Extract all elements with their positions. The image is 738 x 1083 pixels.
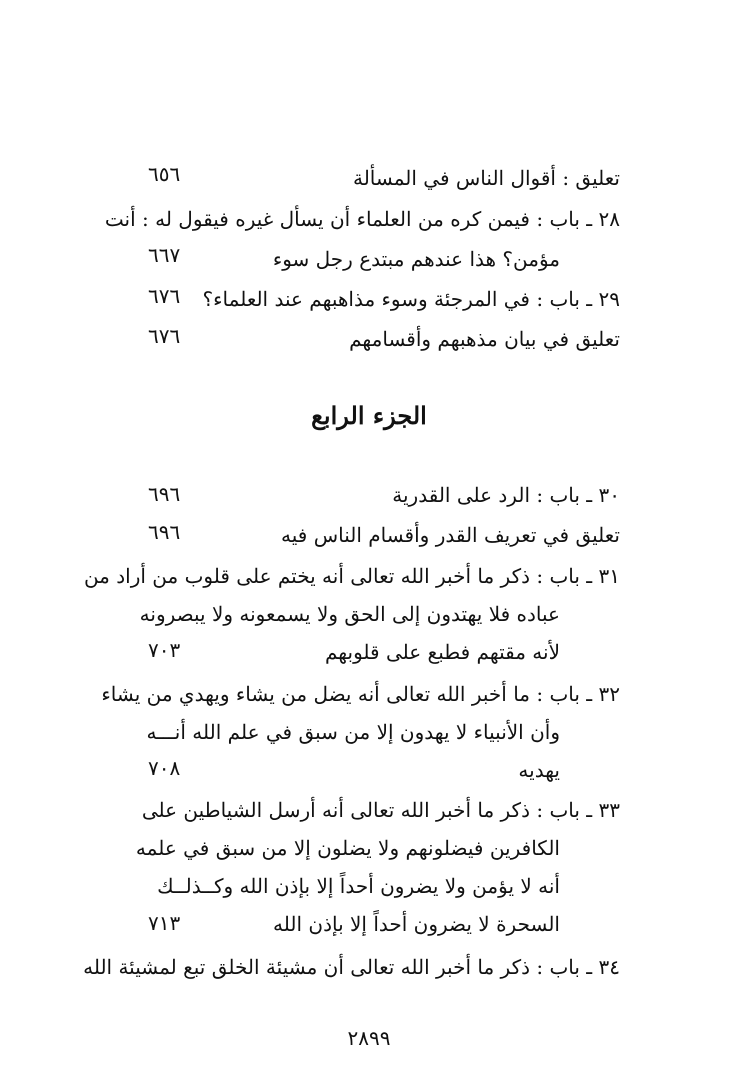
toc-entry-line: لأنه مقتهم فطبع على قلوبهم	[325, 640, 560, 664]
toc-entry-line: تعليق في بيان مذهبهم وأقسامهم	[349, 327, 620, 351]
toc-entry-line: ٢٨ ـ باب : فيمن كره من العلماء أن يسأل غيره فيقول له : أنت	[104, 207, 620, 231]
toc-entry-line: الكافرين فيضلونهم ولا يضلون إلا من سبق في علمه	[135, 836, 560, 860]
toc-entry-line: ٣٢ ـ باب : ما أخبر الله تعالى أنه يضل من يشاء ويهدي من يشاء	[101, 682, 620, 706]
toc-entry-line: عباده فلا يهتدون إلى الحق ولا يسمعونه ولا يبصرونه	[139, 602, 560, 626]
toc-page-number: ٧٠٣	[148, 638, 181, 662]
toc-entry-line: ٣٠ ـ باب : الرد على القدرية	[392, 483, 620, 507]
toc-entry-line: ٢٩ ـ باب : في المرجئة وسوء مذاهبهم عند العلماء؟	[202, 287, 620, 311]
toc-entry-line: السحرة لا يضرون أحداً إلا بإذن الله	[273, 912, 560, 936]
toc-entry-line: وأن الأنبياء لا يهدون إلا من سبق في علم الله أنـــه	[146, 720, 560, 744]
toc-page-number: ٧١٣	[148, 911, 181, 935]
page-number: ٢٨٩٩	[347, 1026, 391, 1050]
toc-entry-line: تعليق في تعريف القدر وأقسام الناس فيه	[281, 523, 620, 547]
toc-entry-line: مؤمن؟ هذا عندهم مبتدع رجل سوء	[272, 247, 560, 271]
part-heading: الجزء الرابع	[311, 401, 427, 430]
toc-page-number: ٦٩٦	[148, 520, 181, 544]
toc-entry-line: ٣٣ ـ باب : ذكر ما أخبر الله تعالى أنه أرسل الشياطين على	[141, 798, 620, 822]
toc-entry-line: يهديه	[518, 758, 560, 782]
toc-page-number: ٦٥٦	[148, 162, 181, 186]
toc-page-number: ٦٦٧	[148, 243, 181, 267]
toc-entry-line: أنه لا يؤمن ولا يضرون أحداً إلا بإذن الله وكــذلــك	[157, 874, 560, 898]
toc-entry-line: ٣٤ ـ باب : ذكر ما أخبر الله تعالى أن مشيئة الخلق تبع لمشيئة الله	[83, 955, 620, 979]
toc-entry-line: ٣١ ـ باب : ذكر ما أخبر الله تعالى أنه يختم على قلوب من أراد من	[83, 564, 620, 588]
toc-page-number: ٦٧٦	[148, 284, 181, 308]
toc-page-number: ٦٧٦	[148, 324, 181, 348]
toc-page-number: ٦٩٦	[148, 482, 181, 506]
toc-page-number: ٧٠٨	[148, 756, 181, 780]
toc-entry-line: تعليق : أقوال الناس في المسألة	[352, 166, 620, 190]
